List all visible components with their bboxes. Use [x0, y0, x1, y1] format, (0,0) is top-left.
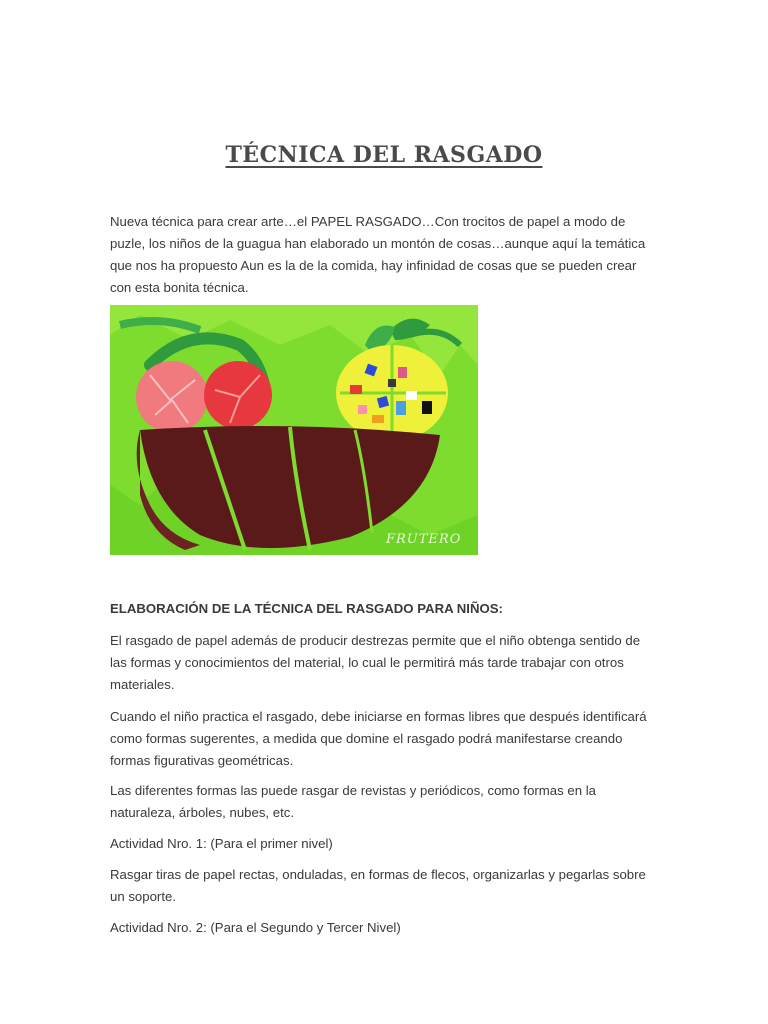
activity-1-label: Actividad Nro. 1: (Para el primer nivel) — [110, 836, 333, 851]
intro-paragraph: Nueva técnica para crear arte…el PAPEL RASGADO…Con trocitos de papel a modo de puzle, los niños de la guagua han elaborado un montón de cosas…aunque aquí la temática que nos ha propuesto Aun es la de la comida, hay infinidad de cosas que se pueden crear con esta bonita técnica. — [110, 214, 646, 295]
section-heading: ELABORACIÓN DE LA TÉCNICA DEL RASGADO PARA NIÑOS: — [110, 601, 503, 616]
paragraph-4: Rasgar tiras de papel rectas, onduladas, en formas de flecos, organizarlas y pegarlas sobre un soporte. — [110, 867, 646, 904]
activity-2-label: Actividad Nro. 2: (Para el Segundo y Tercer Nivel) — [110, 920, 401, 935]
paragraph-1: El rasgado de papel además de producir destrezas permite que el niño obtenga sentido de las formas y conocimientos del material, lo cual le permitirá más tarde trabajar con otros materiales. — [110, 633, 641, 692]
artwork-signature: FRUTERO — [386, 532, 462, 547]
torn-paper-fruit-bowl-image — [110, 305, 478, 555]
paragraph-3: Las diferentes formas las puede rasgar de revistas y periódicos, como formas en la naturaleza, árboles, nubes, etc. — [110, 783, 596, 820]
paragraph-2: Cuando el niño practica el rasgado, debe iniciarse en formas libres que después identificará como formas sugerentes, a medida que domine el rasgado podrá manifestarse creando formas figurativas geométricas. — [110, 709, 647, 768]
page-title: TÉCNICA DEL RASGADO — [225, 142, 543, 168]
